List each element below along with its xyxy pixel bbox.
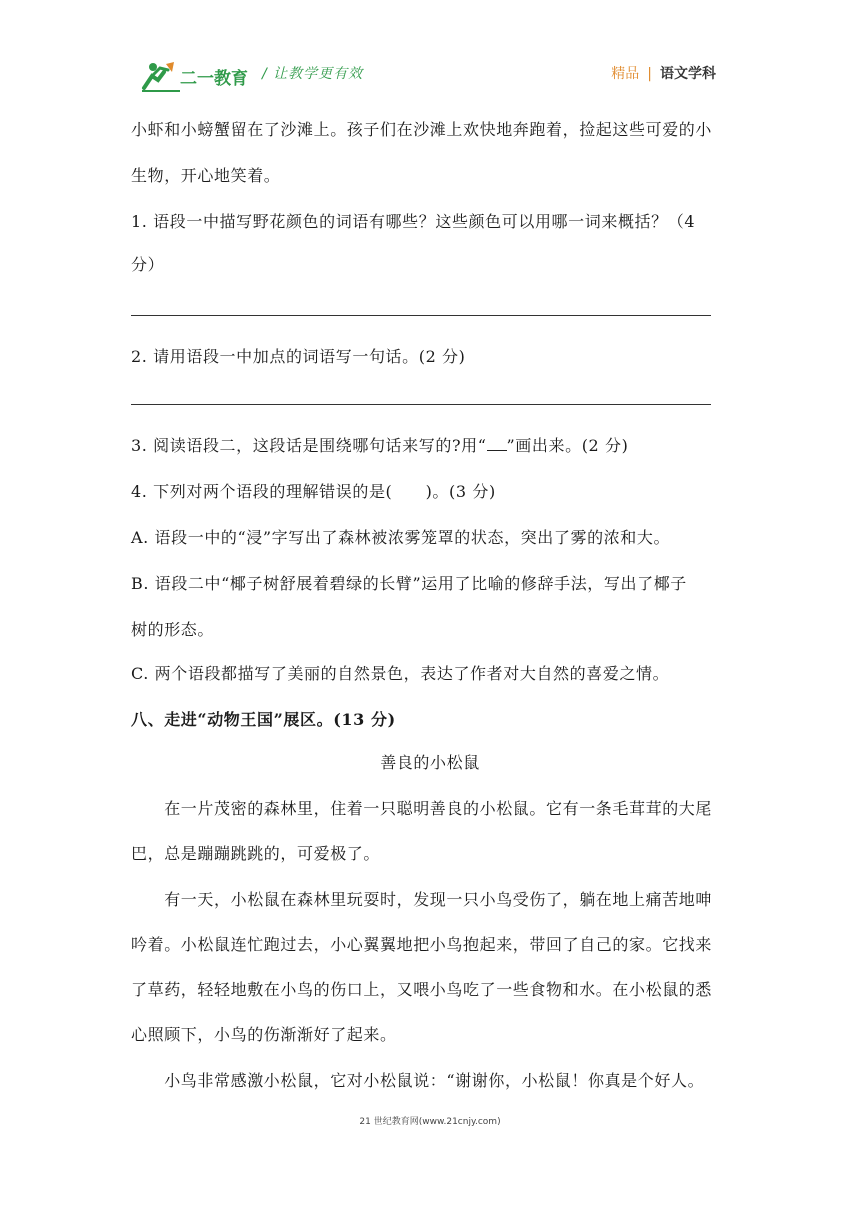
underline-mark <box>487 438 507 451</box>
answer-line-2[interactable] <box>131 404 711 405</box>
question-4: 4. 下列对两个语段的理解错误的是( )。(3 分) <box>131 482 496 501</box>
text-line: 小虾和小螃蟹留在了沙滩上。孩子们在沙滩上欢快地奔跑着，捡起这些可爱的小 <box>131 120 713 139</box>
story-paragraph-line: 吟着。小松鼠连忙跑过去，小心翼翼地把小鸟抱起来，带回了自己的家。它找来 <box>131 935 713 954</box>
story-paragraph-line: 有一天，小松鼠在森林里玩耍时，发现一只小鸟受伤了，躺在地上痛苦地呻 <box>131 890 713 909</box>
story-paragraph-line: 了草药，轻轻地敷在小鸟的伤口上，又喂小鸟吃了一些食物和水。在小松鼠的悉 <box>131 980 713 999</box>
quality-label: 精品 <box>611 66 640 82</box>
slogan: / 让教学更有效 <box>262 66 364 82</box>
page-header <box>0 0 860 100</box>
question-1-cont: 分） <box>131 255 165 274</box>
story-paragraph-line: 巴，总是蹦蹦跳跳的，可爱极了。 <box>131 844 381 863</box>
story-paragraph-line: 在一片茂密的森林里，住着一只聪明善良的小松鼠。它有一条毛茸茸的大尾 <box>131 799 713 818</box>
subject-label: 语文学科 <box>660 66 716 82</box>
question-1: 1. 语段一中描写野花颜色的词语有哪些？这些颜色可以用哪一词来概括？（4 <box>131 212 696 231</box>
question-3-text: 3. 阅读语段二，这段话是围绕哪句话来写的?用“ <box>131 436 487 455</box>
logo-icon <box>140 58 256 94</box>
option-b-cont: 树的形态。 <box>131 620 215 639</box>
option-a[interactable]: A. 语段一中的“浸”字写出了森林被浓雾笼罩的状态，突出了雾的浓和大。 <box>131 528 671 547</box>
page-footer: 21 世纪教育网(www.21cnjy.com) <box>359 1117 501 1127</box>
option-b[interactable]: B. 语段二中“椰子树舒展着碧绿的长臂”运用了比喻的修辞手法，写出了椰子 <box>131 574 687 593</box>
question-3 <box>131 433 628 456</box>
option-c[interactable]: C. 两个语段都描写了美丽的自然景色，表达了作者对大自然的喜爱之情。 <box>131 664 670 683</box>
question-2: 2. 请用语段一中加点的词语写一句话。(2 分) <box>131 347 466 366</box>
header-subject-box <box>611 63 716 83</box>
story-paragraph-line: 心照顾下，小鸟的伤渐渐好了起来。 <box>131 1025 397 1044</box>
section-8-heading: 八、走进“动物王国”展区。(13 分) <box>131 710 396 729</box>
question-3-text-end: ”画出来。(2 分) <box>506 436 629 455</box>
header-separator: | <box>647 66 652 82</box>
story-title: 善良的小松鼠 <box>380 753 480 772</box>
story-paragraph-line: 小鸟非常感激小松鼠，它对小松鼠说：“谢谢你，小松鼠！你真是个好人。 <box>131 1071 705 1090</box>
text-line: 生物，开心地笑着。 <box>131 166 281 185</box>
logo-text: 二一教育 <box>180 69 248 89</box>
answer-line-1[interactable] <box>131 315 711 316</box>
